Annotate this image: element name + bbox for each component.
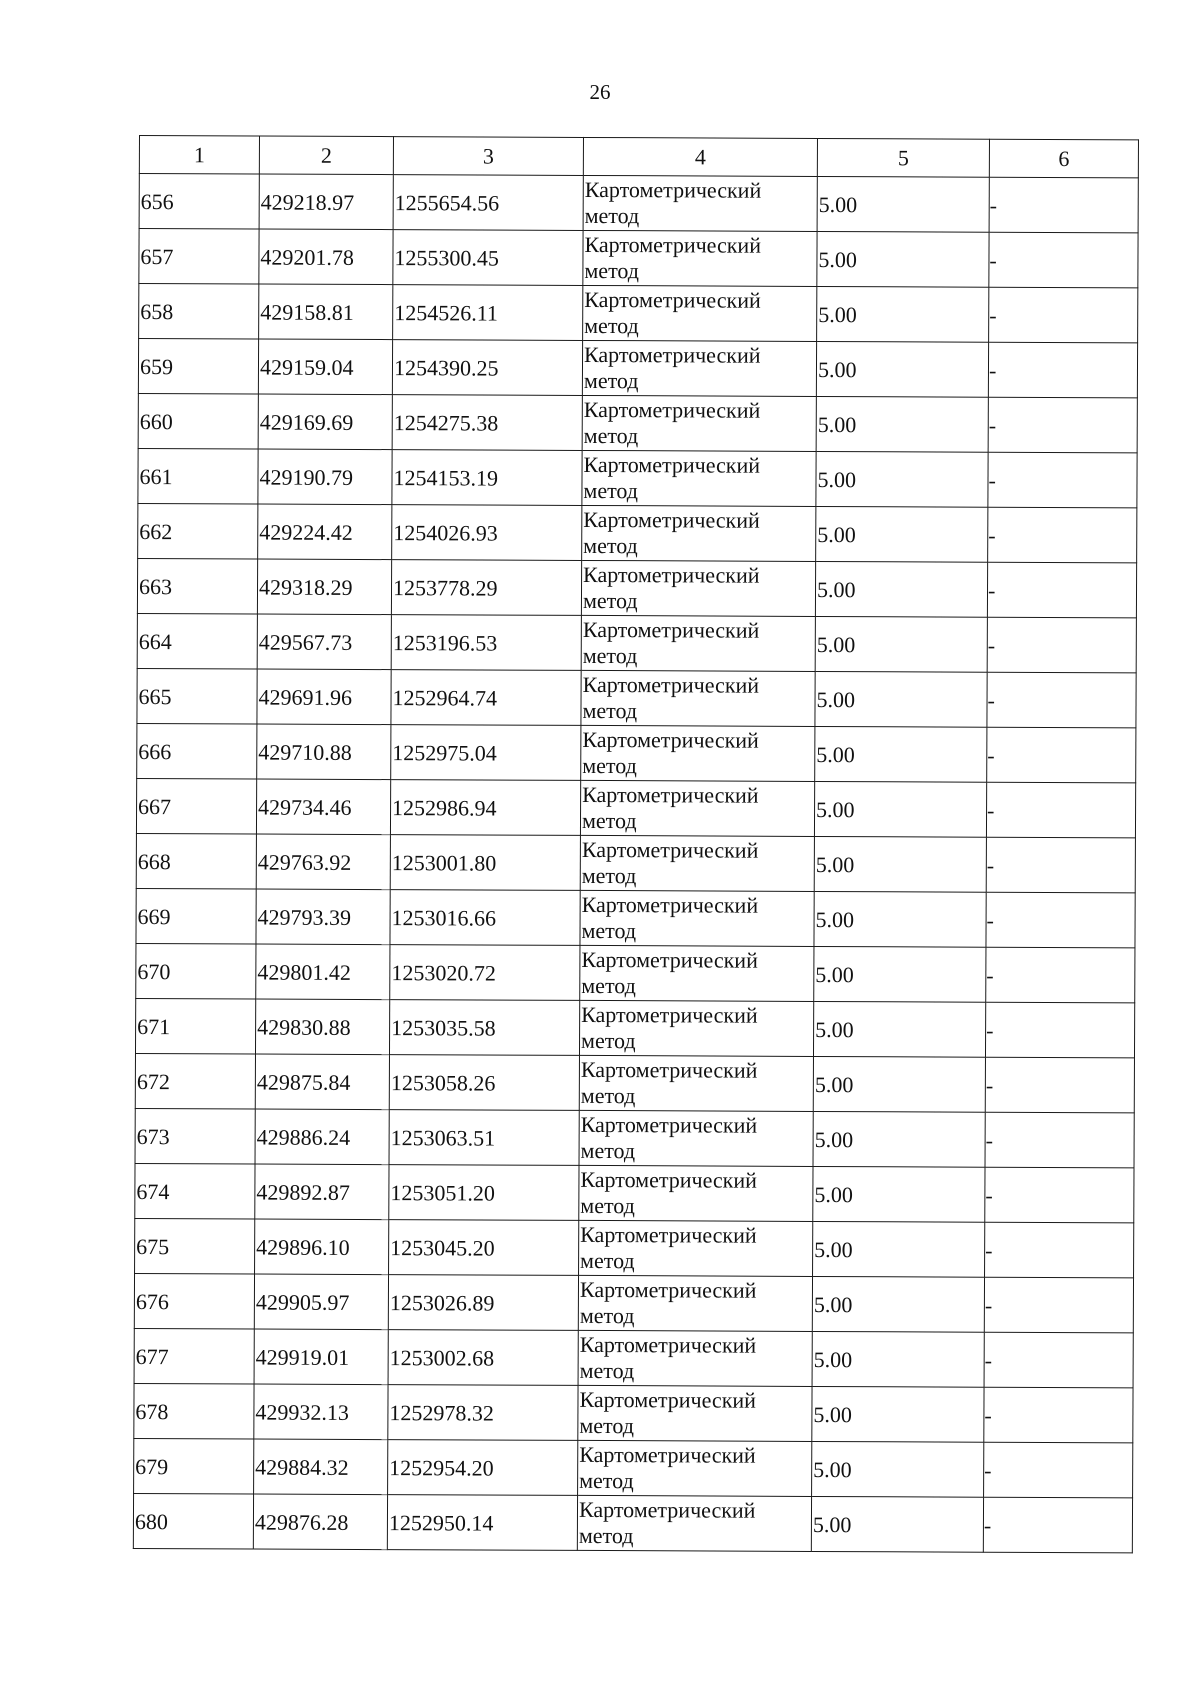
coordinate-y-cell: 1252964.74	[391, 670, 581, 726]
method-line-2: метод	[581, 807, 637, 834]
coordinate-x-cell: 429169.69	[258, 394, 392, 450]
method-cell	[581, 725, 815, 781]
method-line-2: метод	[584, 202, 640, 229]
description-cell: -	[985, 1167, 1134, 1223]
description-cell: -	[985, 1057, 1134, 1113]
coordinate-y-cell: 1253045.20	[389, 1220, 579, 1276]
method-line-1: Картометрический	[579, 1276, 757, 1303]
coordinate-y-cell: 1253026.89	[388, 1275, 578, 1331]
description-cell: -	[985, 1222, 1134, 1278]
accuracy-cell: 5.00	[812, 1276, 984, 1332]
method-line-1: Картометрический	[581, 1001, 758, 1028]
method-line-1: Картометрический	[584, 176, 762, 203]
point-number-cell: 664	[137, 613, 257, 669]
coordinate-y-cell: 1253778.29	[391, 560, 581, 616]
accuracy-cell: 5.00	[815, 671, 987, 727]
coordinate-y-cell: 1254526.11	[393, 285, 583, 341]
coordinate-y-cell: 1254390.25	[392, 340, 582, 396]
method-cell	[582, 450, 816, 506]
coordinate-x-cell: 429218.97	[259, 174, 393, 230]
point-number-cell: 663	[137, 558, 257, 614]
coordinate-x-cell: 429876.28	[253, 1494, 387, 1550]
method-line-1: Картометрический	[579, 1386, 757, 1413]
method-cell	[582, 340, 816, 396]
point-number-cell: 659	[138, 339, 258, 395]
accuracy-cell: 5.00	[813, 1221, 985, 1277]
accuracy-cell: 5.00	[814, 836, 986, 892]
method-line-2: метод	[583, 532, 638, 559]
table-row	[137, 613, 1136, 672]
coordinate-x-cell: 429892.87	[255, 1164, 389, 1220]
accuracy-cell: 5.00	[816, 396, 988, 452]
table-row	[135, 1163, 1134, 1222]
method-cell	[581, 560, 815, 616]
accuracy-cell: 5.00	[814, 781, 986, 837]
accuracy-cell: 5.00	[812, 1386, 984, 1442]
point-number-cell: 675	[135, 1218, 255, 1274]
method-line-1: Картометрический	[582, 671, 760, 698]
point-number-cell: 668	[136, 833, 256, 889]
point-number-cell: 662	[138, 503, 258, 559]
table-row	[134, 1383, 1133, 1442]
table-row	[136, 943, 1135, 1002]
coordinate-y-cell: 1253035.58	[389, 1000, 579, 1056]
method-cell	[583, 230, 817, 286]
column-header-2: 2	[259, 136, 393, 175]
description-cell: -	[984, 1332, 1133, 1388]
method-line-2: метод	[580, 1027, 636, 1054]
coordinate-x-cell: 429793.39	[256, 889, 390, 945]
table-row	[137, 723, 1136, 782]
coordinate-y-cell: 1253001.80	[390, 835, 580, 891]
table-row	[137, 558, 1136, 617]
point-number-cell: 666	[137, 723, 257, 779]
method-line-2: метод	[582, 642, 638, 669]
table-row	[138, 393, 1137, 452]
method-line-2: метод	[583, 477, 639, 504]
table-row	[135, 1053, 1134, 1112]
method-line-1: Картометрический	[582, 616, 760, 643]
point-number-cell: 677	[134, 1328, 254, 1384]
method-cell	[582, 505, 816, 561]
method-line-1: Картометрический	[579, 1441, 756, 1468]
method-cell	[580, 890, 814, 946]
coordinate-y-cell: 1252986.94	[390, 780, 580, 836]
method-cell	[581, 615, 815, 671]
accuracy-cell: 5.00	[816, 341, 988, 397]
accuracy-cell: 5.00	[814, 891, 986, 947]
table-row	[139, 174, 1138, 233]
coordinate-x-cell: 429158.81	[259, 284, 393, 340]
coordinate-y-cell: 1253002.68	[388, 1330, 578, 1386]
coordinate-y-cell: 1252978.32	[388, 1385, 578, 1441]
method-line-1: Картометрический	[584, 231, 762, 258]
coordinate-x-cell: 429830.88	[255, 999, 389, 1055]
table-row	[135, 1218, 1134, 1277]
coordinate-x-cell: 429224.42	[258, 504, 392, 560]
description-cell: -	[983, 1497, 1132, 1553]
coordinate-x-cell: 429896.10	[255, 1219, 389, 1275]
table-row	[139, 284, 1138, 343]
description-cell: -	[987, 617, 1136, 673]
method-line-1: Картометрический	[582, 726, 759, 753]
description-cell: -	[984, 1277, 1133, 1333]
method-line-1: Картометрический	[581, 891, 759, 918]
method-cell	[579, 1110, 813, 1166]
point-number-cell: 673	[135, 1108, 255, 1164]
method-line-1: Картометрический	[583, 396, 761, 423]
table-row	[136, 778, 1135, 837]
coordinate-x-cell: 429932.13	[254, 1384, 388, 1440]
accuracy-cell: 5.00	[813, 1166, 985, 1222]
method-line-2: метод	[578, 1522, 634, 1549]
description-cell: -	[987, 727, 1136, 783]
table-row	[135, 998, 1134, 1057]
coordinate-y-cell: 1252954.20	[388, 1440, 578, 1496]
coordinate-x-cell: 429710.88	[257, 724, 391, 780]
column-header-1: 1	[139, 136, 259, 175]
point-number-cell: 678	[134, 1383, 254, 1439]
coordinate-y-cell: 1253058.26	[389, 1055, 579, 1111]
point-number-cell: 660	[138, 393, 258, 449]
accuracy-cell: 5.00	[813, 1111, 985, 1167]
method-line-1: Картометрический	[580, 1166, 757, 1193]
table-body	[133, 174, 1138, 1553]
coordinate-y-cell: 1253063.51	[389, 1110, 579, 1166]
method-cell	[579, 1220, 813, 1276]
method-line-2: метод	[580, 1137, 636, 1164]
method-cell	[580, 780, 814, 836]
description-cell: -	[989, 177, 1138, 233]
table-row	[136, 833, 1135, 892]
accuracy-cell: 5.00	[812, 1331, 984, 1387]
method-line-2: метод	[584, 312, 639, 339]
method-cell	[578, 1385, 812, 1441]
coordinate-x-cell: 429905.97	[254, 1274, 388, 1330]
coordinate-y-cell: 1253016.66	[390, 890, 580, 946]
method-cell	[583, 175, 817, 231]
method-cell	[583, 285, 817, 341]
method-line-2: метод	[582, 587, 638, 614]
method-line-1: Картометрический	[579, 1331, 757, 1358]
coordinate-x-cell: 429875.84	[255, 1054, 389, 1110]
coordinate-y-cell: 1253051.20	[389, 1165, 579, 1221]
description-cell: -	[989, 287, 1138, 343]
method-line-1: Картометрический	[581, 836, 759, 863]
table-row	[139, 229, 1138, 288]
description-cell: -	[989, 232, 1138, 288]
method-cell	[578, 1330, 812, 1386]
coordinate-y-cell: 1254153.19	[392, 450, 582, 506]
method-line-2: метод	[581, 972, 636, 999]
point-number-cell: 676	[134, 1273, 254, 1329]
method-cell	[578, 1440, 812, 1496]
coordinate-x-cell: 429567.73	[257, 614, 391, 670]
accuracy-cell: 5.00	[813, 1056, 985, 1112]
coordinate-y-cell: 1253196.53	[391, 615, 581, 671]
method-line-2: метод	[583, 367, 639, 394]
accuracy-cell: 5.00	[811, 1496, 983, 1552]
point-number-cell: 670	[136, 943, 256, 999]
table-header-row	[139, 136, 1138, 178]
coordinate-y-cell: 1253020.72	[390, 945, 580, 1001]
description-cell: -	[986, 837, 1135, 893]
accuracy-cell: 5.00	[816, 506, 988, 562]
page-number: 26	[589, 80, 611, 104]
column-header-5: 5	[817, 138, 989, 177]
description-cell: -	[987, 562, 1136, 618]
method-line-1: Картометрический	[584, 286, 761, 313]
method-line-2: метод	[584, 257, 640, 284]
table-row	[138, 448, 1137, 507]
method-line-2: метод	[581, 917, 637, 944]
method-line-2: метод	[581, 862, 637, 889]
coordinate-x-cell: 429691.96	[257, 669, 391, 725]
column-header-6: 6	[989, 139, 1138, 178]
coordinate-x-cell: 429886.24	[255, 1109, 389, 1165]
table-row	[138, 339, 1137, 398]
method-line-1: Картометрический	[583, 451, 761, 478]
accuracy-cell: 5.00	[817, 176, 989, 232]
method-line-1: Картометрический	[583, 561, 760, 588]
method-line-1: Картометрический	[581, 946, 758, 973]
point-number-cell: 679	[134, 1438, 254, 1494]
method-line-1: Картометрический	[580, 1056, 758, 1083]
description-cell: -	[986, 947, 1135, 1003]
point-number-cell: 672	[135, 1053, 255, 1109]
point-number-cell: 657	[139, 229, 259, 285]
method-cell	[577, 1495, 811, 1551]
method-cell	[579, 1165, 813, 1221]
method-cell	[579, 1055, 813, 1111]
accuracy-cell: 5.00	[814, 946, 986, 1002]
table-row	[133, 1493, 1132, 1552]
point-number-cell: 674	[135, 1163, 255, 1219]
point-number-cell: 661	[138, 448, 258, 504]
coordinates-table	[133, 135, 1139, 1553]
table-row	[137, 668, 1136, 727]
method-line-1: Картометрический	[583, 341, 761, 368]
method-cell	[581, 670, 815, 726]
table-row	[134, 1328, 1133, 1387]
coordinate-y-cell: 1254275.38	[392, 395, 582, 451]
point-number-cell: 656	[139, 174, 259, 230]
coordinate-x-cell: 429159.04	[258, 339, 392, 395]
accuracy-cell: 5.00	[813, 1001, 985, 1057]
accuracy-cell: 5.00	[816, 451, 988, 507]
coordinate-x-cell: 429201.78	[259, 229, 393, 285]
description-cell: -	[986, 782, 1135, 838]
method-cell	[582, 395, 816, 451]
point-number-cell: 658	[139, 284, 259, 340]
point-number-cell: 671	[135, 998, 255, 1054]
accuracy-cell: 5.00	[812, 1441, 984, 1497]
method-line-2: метод	[582, 752, 637, 779]
method-line-1: Картометрический	[578, 1496, 756, 1523]
coordinate-x-cell: 429763.92	[256, 834, 390, 890]
method-line-1: Картометрический	[580, 1111, 758, 1138]
point-number-cell: 667	[136, 778, 256, 834]
point-number-cell: 665	[137, 668, 257, 724]
method-cell	[578, 1275, 812, 1331]
description-cell: -	[988, 507, 1137, 563]
column-header-4: 4	[583, 137, 817, 176]
description-cell: -	[988, 452, 1137, 508]
method-line-1: Картометрический	[583, 506, 760, 533]
method-line-2: метод	[579, 1412, 635, 1439]
accuracy-cell: 5.00	[815, 561, 987, 617]
coordinate-y-cell: 1252975.04	[391, 725, 581, 781]
description-cell: -	[985, 1112, 1134, 1168]
method-line-2: метод	[579, 1357, 635, 1384]
description-cell: -	[984, 1387, 1133, 1443]
accuracy-cell: 5.00	[817, 286, 989, 342]
method-line-2: метод	[580, 1082, 636, 1109]
coordinate-x-cell: 429734.46	[256, 779, 390, 835]
accuracy-cell: 5.00	[815, 726, 987, 782]
accuracy-cell: 5.00	[817, 231, 989, 287]
table-row	[138, 503, 1137, 562]
coordinate-y-cell: 1255300.45	[393, 230, 583, 286]
point-number-cell: 669	[136, 888, 256, 944]
point-number-cell: 680	[133, 1493, 253, 1549]
description-cell: -	[984, 1442, 1133, 1498]
method-line-2: метод	[582, 697, 638, 724]
method-line-1: Картометрический	[580, 1221, 757, 1248]
method-line-2: метод	[580, 1192, 635, 1219]
table-row	[135, 1108, 1134, 1167]
method-line-2: метод	[580, 1247, 635, 1274]
description-cell: -	[988, 342, 1137, 398]
description-cell: -	[988, 397, 1137, 453]
table-row	[134, 1273, 1133, 1332]
method-line-2: метод	[583, 422, 639, 449]
coordinate-y-cell: 1252950.14	[387, 1495, 577, 1551]
coordinate-x-cell: 429884.32	[254, 1439, 388, 1495]
coordinate-y-cell: 1254026.93	[392, 505, 582, 561]
coordinate-x-cell: 429801.42	[256, 944, 390, 1000]
method-cell	[579, 1000, 813, 1056]
coordinate-x-cell: 429318.29	[257, 559, 391, 615]
coordinate-x-cell: 429919.01	[254, 1329, 388, 1385]
coordinate-y-cell: 1255654.56	[393, 175, 583, 231]
method-line-2: метод	[579, 1302, 635, 1329]
accuracy-cell: 5.00	[815, 616, 987, 672]
method-line-2: метод	[579, 1467, 634, 1494]
method-cell	[580, 835, 814, 891]
table-row	[136, 888, 1135, 947]
column-header-3: 3	[393, 137, 583, 176]
coordinate-x-cell: 429190.79	[258, 449, 392, 505]
method-line-1: Картометрический	[582, 781, 759, 808]
method-cell	[580, 945, 814, 1001]
description-cell: -	[985, 1002, 1134, 1058]
table-row	[134, 1438, 1133, 1497]
description-cell: -	[987, 672, 1136, 728]
description-cell: -	[986, 892, 1135, 948]
